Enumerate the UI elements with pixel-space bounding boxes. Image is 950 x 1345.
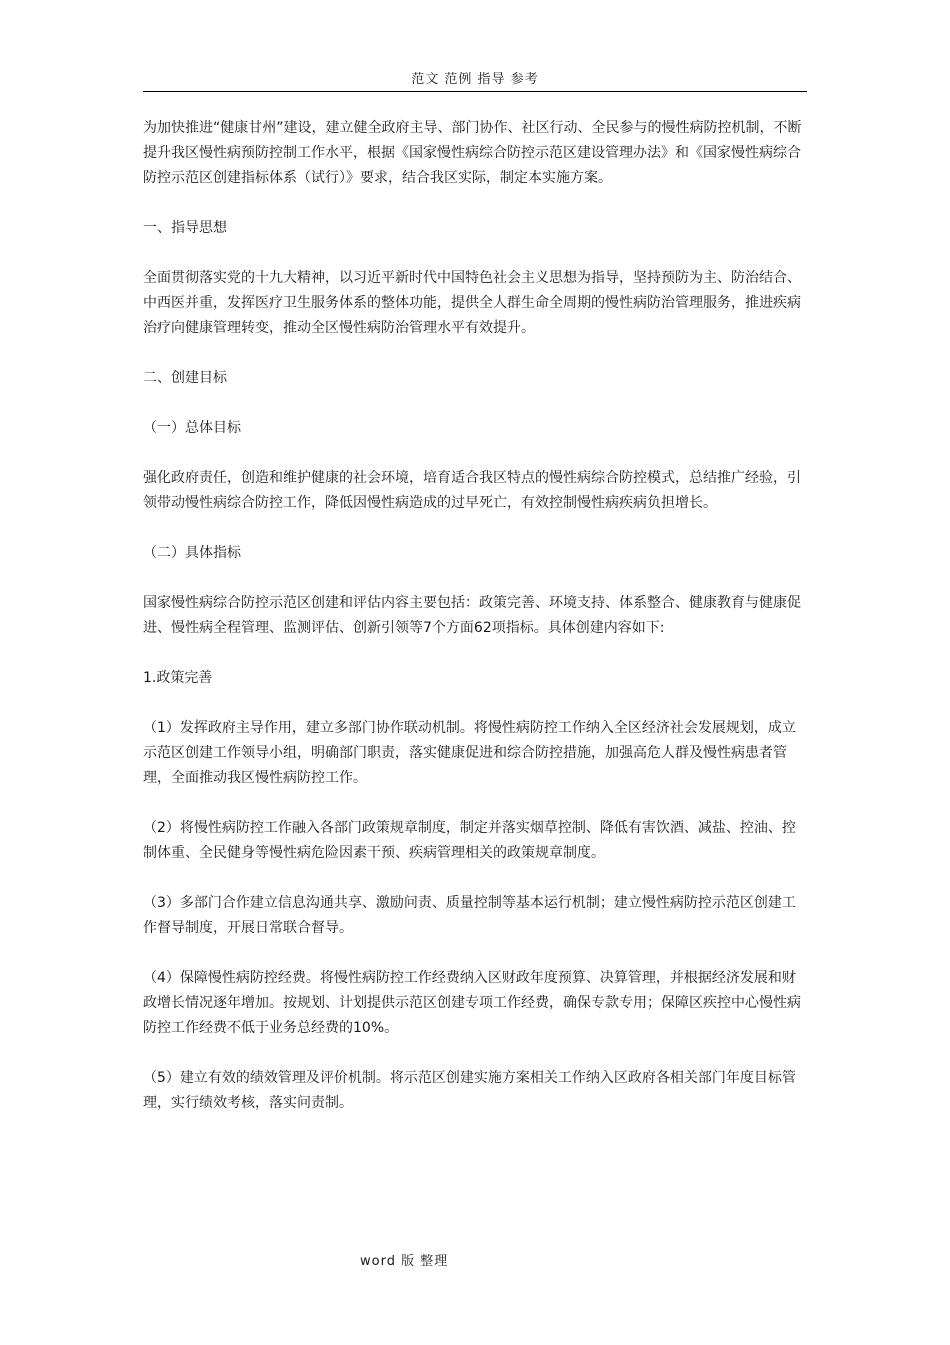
section-heading-guiding-ideology: 一、指导思想 — [143, 220, 227, 236]
policy-item-5: （5）建立有效的绩效管理及评价机制。将示范区创建实施方案相关工作纳入区政府各相关部门年度目标管理，实行绩效考核，落实问责制。 — [143, 1070, 796, 1111]
overall-goal-paragraph: 强化政府责任，创造和维护健康的社会环境，培育适合我区特点的慢性病综合防控模式，总结推广经验，引领带动慢性病综合防控工作，降低因慢性病造成的过早死亡，有效控制慢性病疾病负担增长。 — [143, 470, 801, 511]
document-body — [143, 116, 807, 1141]
header-divider — [143, 91, 807, 92]
policy-item-3: （3）多部门合作建立信息沟通共享、激励问责、质量控制等基本运行机制；建立慢性病防控示范区创建工作督导制度，开展日常联合督导。 — [143, 895, 796, 936]
policy-item-2: （2）将慢性病防控工作融入各部门政策规章制度，制定并落实烟草控制、降低有害饮酒、减盐、控油、控制体重、全民健身等慢性病危险因素干预、疾病管理相关的政策规章制度。 — [143, 820, 796, 861]
guiding-ideology-paragraph: 全面贯彻落实党的十九大精神，以习近平新时代中国特色社会主义思想为指导，坚持预防为主、防治结合、中西医并重，发挥医疗卫生服务体系的整体功能，提供全人群生命全周期的慢性病防治管理服务，推进疾病治疗向健康管理转变，推动全区慢性病防治管理水平有效提升。 — [143, 270, 801, 336]
subsection-heading-overall-goal: （一）总体目标 — [143, 420, 241, 436]
page-footer: word 版 整理 — [360, 1254, 449, 1269]
section-heading-goals: 二、创建目标 — [143, 370, 227, 386]
policy-item-4: （4）保障慢性病防控经费。将慢性病防控工作经费纳入区财政年度预算、决算管理，并根据经济发展和财政增长情况逐年增加。按规划、计划提供示范区创建专项工作经费，确保专款专用；保障区疾控中心慢性病防控工作经费不低于业务总经费的10%。 — [143, 970, 801, 1036]
policy-item-1: （1）发挥政府主导作用，建立多部门协作联动机制。将慢性病防控工作纳入全区经济社会发展规划，成立示范区创建工作领导小组，明确部门职责，落实健康促进和综合防控措施，加强高危人群及慢性病患者管理，全面推动我区慢性病防控工作。 — [143, 720, 796, 786]
specific-indicators-paragraph: 国家慢性病综合防控示范区创建和评估内容主要包括：政策完善、环境支持、体系整合、健康教育与健康促进、慢性病全程管理、监测评估、创新引领等7个方面62项指标。具体创建内容如下: — [143, 595, 801, 636]
subsection-heading-specific-indicators: （二）具体指标 — [143, 545, 241, 561]
page-header: 范文 范例 指导 参考 — [411, 72, 539, 87]
item-heading-policy: 1.政策完善 — [143, 670, 213, 686]
intro-paragraph: 为加快推进“健康甘州”建设，建立健全政府主导、部门协作、社区行动、全民参与的慢性病防控机制，不断提升我区慢性病预防控制工作水平，根据《国家慢性病综合防控示范区建设管理办法》和《国家慢性病综合防控示范区创建指标体系（试行）》要求，结合我区实际，制定本实施方案。 — [143, 120, 802, 186]
